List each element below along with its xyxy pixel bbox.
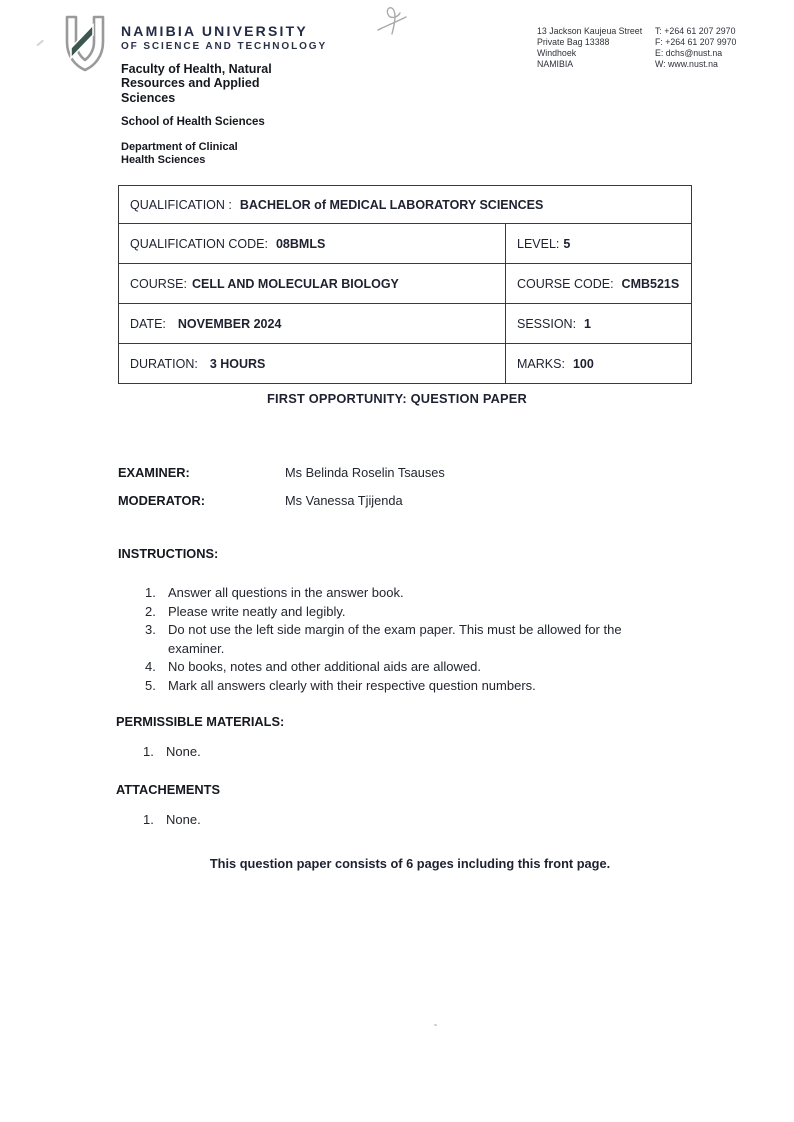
item-text: Please write neatly and legibly. <box>168 603 346 619</box>
marks-label: MARKS: <box>517 356 565 371</box>
permissible-materials-section <box>116 714 690 762</box>
examiner-name: Ms Belinda Roselin Tsauses <box>285 465 445 480</box>
level-cell <box>506 224 691 263</box>
moderator-row <box>118 493 445 508</box>
page-count-note: This question paper consists of 6 pages including this front page. <box>209 856 611 871</box>
attachments-list <box>116 811 690 830</box>
moderator-label: MODERATOR: <box>118 493 205 508</box>
permissible-materials-list <box>116 743 690 762</box>
instruction-item <box>145 584 692 603</box>
instructions-heading: INSTRUCTIONS: <box>118 546 219 561</box>
contact-line-fax: F: +264 61 207 9970 <box>655 37 737 48</box>
faculty-name: Faculty of Health, Natural Resources and Applied Sciences <box>121 62 272 105</box>
contact-line-web: W: www.nust.na <box>655 59 718 70</box>
nust-shield-icon <box>58 13 112 75</box>
item-text: Mark all answers clearly with their respective question numbers. <box>168 677 536 693</box>
people-block <box>118 465 445 521</box>
item-text: Answer all questions in the answer book. <box>168 585 404 600</box>
address-line-bag: Private Bag 13388 <box>537 37 610 48</box>
nust-logo <box>58 13 112 75</box>
item-text: None. <box>166 812 201 827</box>
item-number: 2. <box>145 603 156 619</box>
paper-title: FIRST OPPORTUNITY: QUESTION PAPER <box>267 391 527 406</box>
course-cell <box>119 264 506 303</box>
attachment-item <box>143 811 690 830</box>
permissible-materials-heading: PERMISSIBLE MATERIALS: <box>116 714 285 729</box>
date-cell <box>119 304 506 343</box>
scan-artifact-tick <box>36 40 43 46</box>
examiner-label: EXAMINER: <box>118 465 190 480</box>
instructions-list <box>118 584 692 696</box>
permissible-material-item <box>143 743 690 762</box>
address-line-city: Windhoek <box>537 48 577 59</box>
session-label: SESSION: <box>517 316 577 331</box>
item-number: 1. <box>143 812 154 827</box>
marks-cell <box>506 344 691 383</box>
table-row-course <box>119 263 691 303</box>
handwritten-pen-mark-icon <box>372 4 414 38</box>
contact-line-tel: T: +264 61 207 2970 <box>655 26 736 36</box>
moderator-name: Ms Vanessa Tjijenda <box>285 493 403 508</box>
school-name: School of Health Sciences <box>121 116 265 128</box>
item-number: 5. <box>145 677 156 693</box>
qualification-cell <box>119 186 691 223</box>
address-block <box>537 26 642 70</box>
examiner-row <box>118 465 445 480</box>
table-row-code-level <box>119 223 691 263</box>
item-text: Do not use the left side margin of the exam paper. This must be allowed for the examiner. <box>168 622 622 656</box>
attachments-section <box>116 782 690 830</box>
date-value: NOVEMBER 2024 <box>177 316 282 331</box>
address-line-street: 13 Jackson Kaujeua Street <box>537 26 643 36</box>
marks-value: 100 <box>572 356 594 371</box>
item-number: 1. <box>145 585 156 600</box>
qualification-code-cell <box>119 224 506 263</box>
session-cell <box>506 304 691 343</box>
instruction-item <box>145 677 692 696</box>
instruction-item <box>145 658 692 677</box>
table-row-qualification <box>119 186 691 223</box>
qualification-code-value: 08BMLS <box>275 236 326 251</box>
contact-block <box>655 26 736 70</box>
duration-value: 3 HOURS <box>209 356 266 371</box>
date-label: DATE: <box>130 316 166 331</box>
duration-label: DURATION: <box>130 356 198 371</box>
item-number: 3. <box>145 622 156 638</box>
qualification-code-label: QUALIFICATION CODE: <box>130 236 268 251</box>
instruction-item <box>145 621 692 658</box>
level-label: LEVEL: <box>517 236 560 251</box>
duration-cell <box>119 344 506 383</box>
item-text: None. <box>166 744 201 759</box>
item-number: 4. <box>145 659 156 675</box>
instructions-section <box>118 546 692 696</box>
course-code-label: COURSE CODE: <box>517 276 614 291</box>
qualification-value: BACHELOR of MEDICAL LABORATORY SCIENCES <box>239 197 544 212</box>
course-code-cell <box>506 264 691 303</box>
qualification-label: QUALIFICATION : <box>130 197 232 212</box>
university-name: NAMIBIA UNIVERSITY <box>121 23 308 39</box>
university-subname: OF SCIENCE AND TECHNOLOGY <box>121 41 328 52</box>
course-label: COURSE: <box>130 276 187 291</box>
table-row-date-session <box>119 303 691 343</box>
session-value: 1 <box>584 316 591 331</box>
level-value: 5 <box>563 236 571 251</box>
course-value: CELL AND MOLECULAR BIOLOGY <box>191 276 399 291</box>
instruction-item <box>145 603 692 622</box>
item-text: No books, notes and other additional aids are allowed. <box>168 659 481 675</box>
address-line-country: NAMIBIA <box>537 59 574 70</box>
contact-line-email: E: dchs@nust.na <box>655 48 723 59</box>
exam-info-table <box>118 185 692 384</box>
attachments-heading: ATTACHEMENTS <box>116 782 221 797</box>
item-number: 1. <box>143 744 154 759</box>
course-code-value: CMB521S <box>621 276 680 291</box>
scan-artifact-speck <box>434 1024 437 1026</box>
table-row-duration-marks <box>119 343 691 383</box>
department-name: Department of Clinical Health Sciences <box>121 141 238 166</box>
